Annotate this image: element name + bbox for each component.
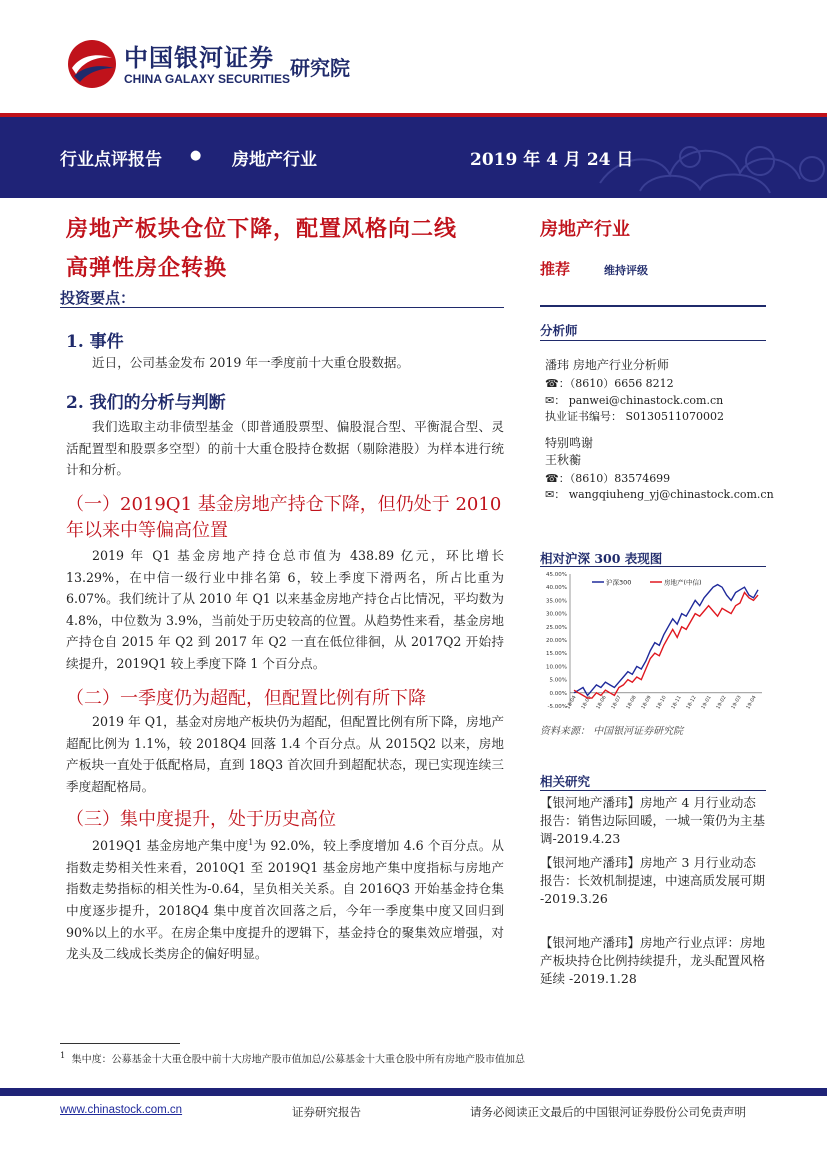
analyst2-phone: ☎：（8610）83574699 — [545, 472, 671, 485]
y-tick-label: 40.00% — [546, 585, 567, 592]
y-tick-label: 30.00% — [546, 611, 567, 618]
related-item: 【银河地产潘玮】房地产 3 月行业动态报告：长效机制提速，中速高质发展可期 -2019.3.26 — [540, 855, 766, 906]
y-tick-label: 15.00% — [546, 651, 567, 658]
footer-bar — [0, 1088, 827, 1096]
series-line — [574, 593, 758, 699]
subsection-2-title: （二）一季度仍为超配，但配置比例有所下降 — [66, 688, 426, 709]
report-title-line2: 高弹性房企转换 — [66, 255, 228, 281]
analyst2-email: ✉： wangqiuheng_yj@chinastock.com.cn — [545, 488, 774, 501]
subsection-3-text: 2019Q1 基金房地产集中度$^1$为 92.0%，较上季度增加 4.6 个百分点。从指数走势相关性来看，2010Q1 至 2019Q1 基金房地产集中度指标与房地产指数走势指标的相关性为-0.64，呈负相关关系。自 2016Q3 开始基金持仓集中度逐步提升，2018Q4 集中度首次回落之后，今年一季度集中度又回归到 90%以上的水平。在房企集中度提升的逻辑下，基金持仓的聚集效应增强，对龙头及二线成长类房企的偏好明显。 — [66, 838, 505, 962]
legend-label: 房地产(中信) — [664, 578, 702, 587]
section-1-text: 近日，公司基金发布 2019 年一季度前十大重仓股数据。 — [92, 355, 410, 370]
x-tick-label: 18-05 — [580, 694, 593, 711]
x-tick-label: 18-10 — [655, 694, 668, 711]
subsection-1-title: （一）2019Q1 基金房地产持仓下降，但仍处于 2010 年以来中等偏高位置 — [66, 494, 502, 541]
related-heading: 相关研究 — [540, 774, 591, 789]
analyst1-cert: 执业证书编号： S0130511070002 — [545, 410, 725, 423]
header-accent-line — [0, 113, 827, 117]
rating-keep: 维持评级 — [604, 264, 648, 277]
report-date: 2019 年 4 月 24 日 — [470, 150, 634, 170]
section-1-title: 1. 事件 — [66, 332, 124, 352]
analyst1-phone: ☎：（8610）6656 8212 — [545, 377, 674, 390]
bullet-icon: ● — [190, 148, 202, 163]
chart-source: 资料来源： 中国银河证券研究院 — [540, 726, 684, 737]
analyst1-name: 潘玮 房地产行业分析师 — [545, 358, 669, 372]
y-tick-label: 35.00% — [546, 598, 567, 605]
footer-label: 证券研究报告 — [292, 1105, 361, 1119]
x-tick-label: 18-09 — [640, 694, 653, 711]
rating: 推荐 — [540, 260, 571, 278]
x-tick-label: 18-06 — [595, 694, 608, 711]
x-tick-label: 18-04 — [565, 694, 578, 711]
y-tick-label: -5.00% — [547, 704, 567, 710]
divider — [540, 790, 766, 791]
divider — [60, 307, 504, 308]
chart-heading: 相对沪深 300 表现图 — [540, 551, 663, 566]
disclaimer-note: 请务必阅读正文最后的中国银河证券股份公司免责声明 — [470, 1105, 746, 1119]
website-link[interactable]: www.chinastock.com.cn — [60, 1104, 183, 1116]
analyst-heading: 分析师 — [540, 323, 578, 338]
brand-name-cn: 中国银河证券 — [124, 44, 274, 72]
x-tick-label: 18-08 — [625, 694, 638, 711]
x-tick-label: 19-03 — [730, 694, 743, 711]
legend-label: 沪深300 — [606, 578, 632, 587]
x-tick-label: 18-12 — [685, 694, 698, 711]
related-item: 【银河地产潘玮】房地产 4 月行业动态报告：销售边际回暖，一城一策仍为主基调-2019.4.23 — [540, 795, 766, 846]
y-tick-label: 45.00% — [546, 572, 567, 578]
x-tick-label: 18-11 — [670, 694, 683, 711]
subsection-2-text: 2019 年 Q1，基金对房地产板块仍为超配，但配置比例有所下降，房地产超配比例为 1.1%，较 2018Q4 回落 1.4 个百分点。从 2015Q2 以来，房地产板块一直处于低配格局，直到 18Q3 首次回升到超配状态，现已实现连续三季度超配格局。 — [66, 714, 504, 794]
industry-label: 房地产行业 — [232, 150, 317, 170]
footnote-divider — [60, 1043, 180, 1044]
brand-name-en: CHINA GALAXY SECURITIES — [124, 72, 291, 86]
invest-points-heading: 投资要点： — [60, 289, 136, 307]
subsection-3-title: （三）集中度提升，处于历史高位 — [66, 809, 336, 830]
divider — [540, 340, 766, 341]
footnote-ref: 1 — [248, 838, 254, 847]
subsection-1-text: 2019 年 Q1 基金房地产持仓总市值为 438.89 亿元，环比增长 13.29%，在中信一级行业中排名第 6，较上季度下滑两名，所占比重为 6.07%。我们统计了从 2010 年 Q1 以来基金房地产持仓占比情况，平均数为 4.8%，中位数为 3.9%，当前处于历史较高的位置。从趋势性来看，基金房地产持仓自 2015 年 Q2 到 2017 年 Q2 一直在低位徘徊，从 2017Q2 开始持续提升，2019Q1 较上季度下降 1 个百分点。 — [66, 548, 504, 671]
x-tick-label: 19-04 — [745, 694, 758, 711]
relative-performance-chart — [540, 568, 766, 720]
thanks-label: 特别鸣谢 — [545, 436, 594, 450]
footnote: $^1$ 集中度：公募基金十大重仓股中前十大房地产股市值加总/公募基金十大重仓股中所有房地产股市值加总 — [60, 1050, 526, 1066]
y-tick-label: 0.00% — [549, 690, 567, 697]
report-title-line1: 房地产板块仓位下降，配置风格向二线 — [66, 216, 458, 242]
analyst2-name: 王秋蘅 — [545, 453, 582, 467]
analyst1-email: ✉： panwei@chinastock.com.cn — [545, 394, 724, 407]
galaxy-logo-icon — [66, 38, 118, 90]
x-tick-label: 19-01 — [700, 694, 713, 711]
section-2-text: 我们选取主动非债型基金（即普通股票型、偏股混合型、平衡混合型、灵活配置型和股票多空型）的前十大重仓股持仓数据（剔除港股）为样本进行统计和分析。 — [66, 419, 504, 478]
y-tick-label: 25.00% — [546, 624, 567, 631]
institute-label: 研究院 — [290, 56, 350, 80]
report-type: 行业点评报告 — [60, 150, 162, 170]
x-tick-label: 18-07 — [610, 694, 623, 711]
y-tick-label: 5.00% — [549, 677, 567, 684]
y-tick-label: 10.00% — [546, 664, 567, 671]
x-tick-label: 19-02 — [715, 694, 728, 711]
y-tick-label: 20.00% — [546, 638, 567, 644]
divider — [540, 305, 766, 307]
section-2-title: 2. 我们的分析与判断 — [66, 393, 226, 413]
related-item: 【银河地产潘玮】房地产行业点评：房地产板块持仓比例持续提升，龙头配置风格延续 -2019.1.28 — [540, 935, 766, 986]
divider — [540, 566, 766, 567]
sidebar-industry: 房地产行业 — [540, 219, 630, 240]
